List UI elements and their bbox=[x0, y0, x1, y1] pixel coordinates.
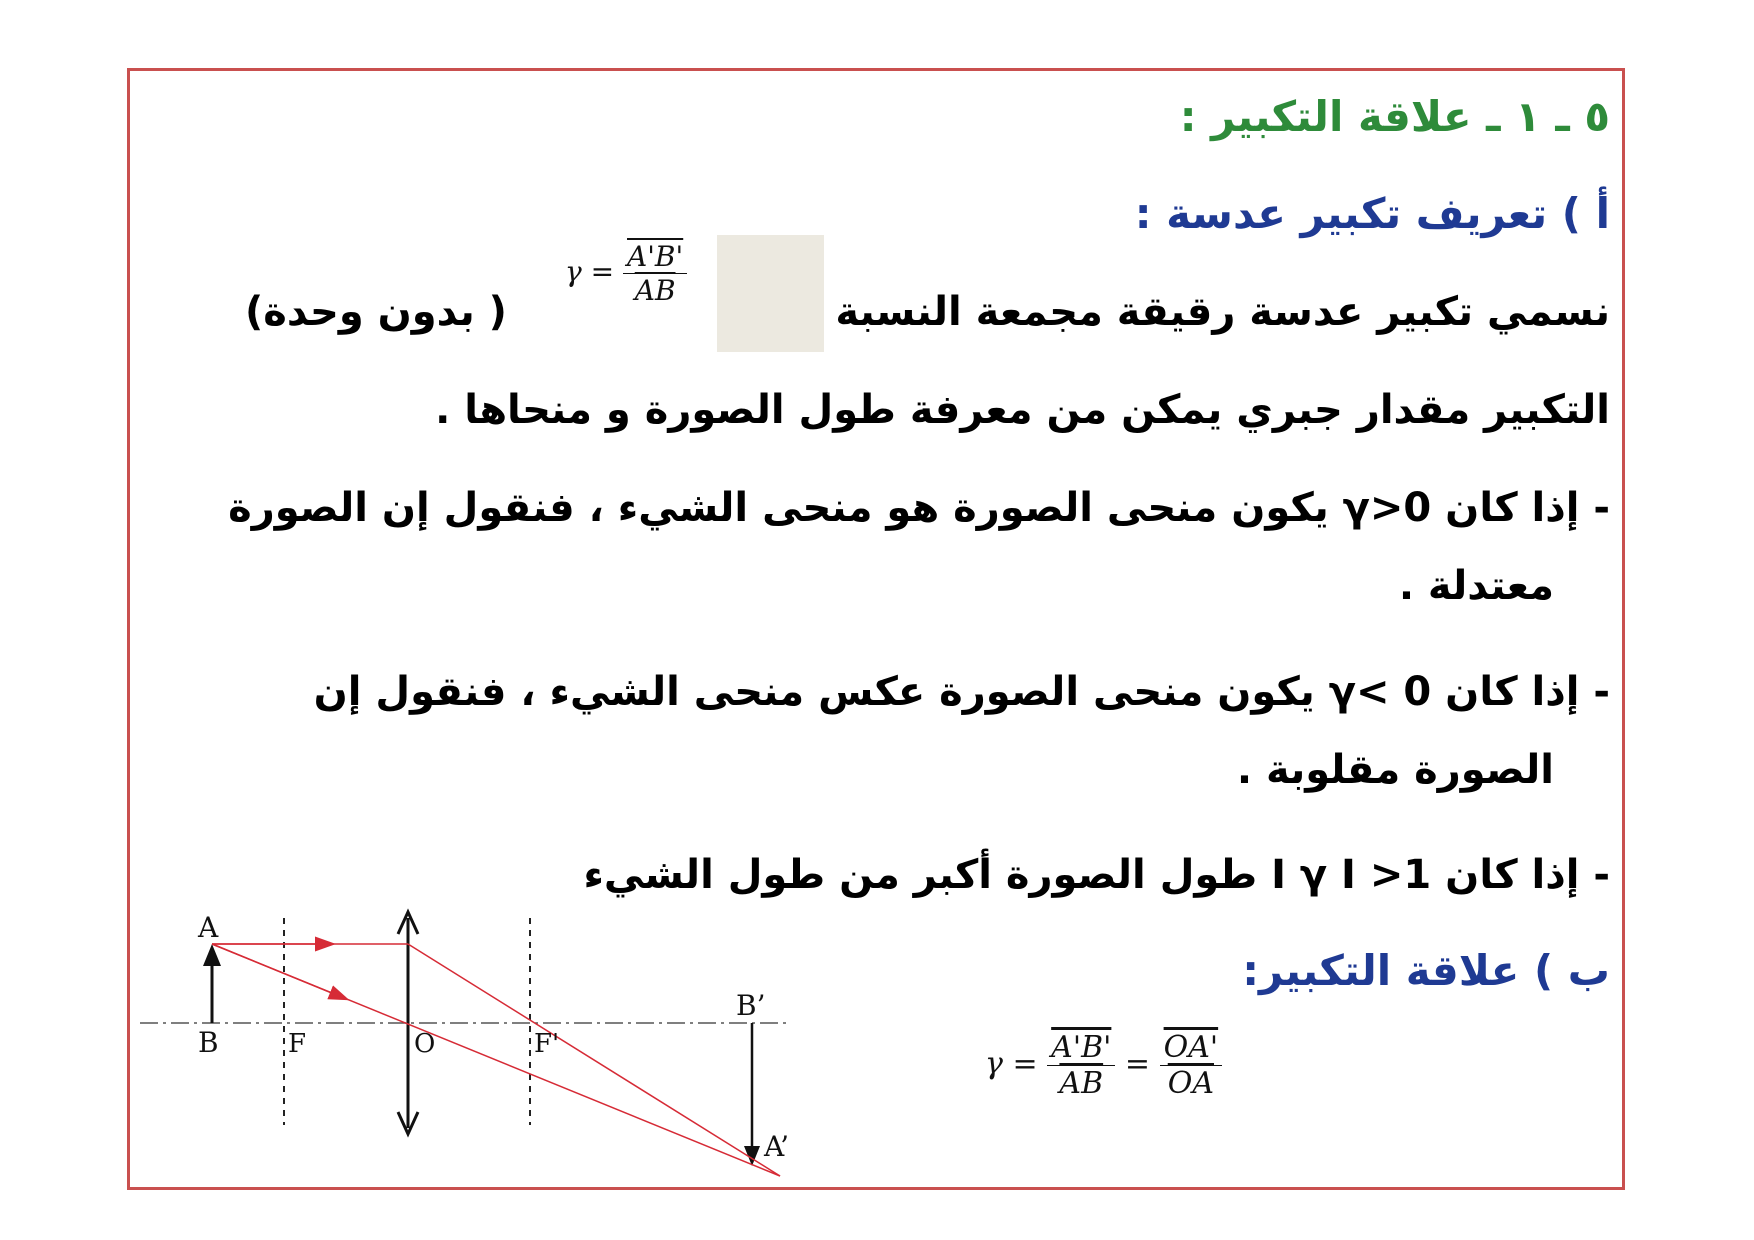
fraction-numerator-3: OA' bbox=[1160, 1030, 1223, 1066]
equals-sign: = bbox=[1124, 1046, 1151, 1082]
case-magnitude-line: - إذا كان 1< I γ I طول الصورة أكبر من طول الشيء bbox=[583, 852, 1610, 898]
label-F-prime: F' bbox=[534, 1029, 560, 1059]
case-negative-line2: الصورة مقلوبة . bbox=[1236, 747, 1554, 793]
gamma-symbol-2: γ = bbox=[985, 1046, 1038, 1082]
fraction-numerator-2: A'B' bbox=[1047, 1030, 1115, 1066]
fraction-denominator-2: AB bbox=[1059, 1066, 1104, 1101]
definition-line: نسمي تكبير عدسة رقيقة مجمعة النسبة bbox=[835, 289, 1610, 335]
case-positive-line2: معتدلة . bbox=[1398, 563, 1554, 609]
algebraic-note: التكبير مقدار جبري يمكن من معرفة طول الصورة و منحاها . bbox=[435, 387, 1610, 433]
fraction-numerator: A'B' bbox=[623, 240, 687, 274]
unit-note: ( بدون وحدة) bbox=[245, 289, 507, 335]
fraction-denominator-3: OA bbox=[1167, 1066, 1214, 1101]
section-title: ٥ ـ ١ ـ علاقة التكبير : bbox=[1179, 92, 1610, 141]
subtitle-relation: ب ) علاقة التكبير: bbox=[1242, 946, 1610, 995]
label-B: B bbox=[198, 1026, 219, 1059]
label-F: F bbox=[288, 1029, 307, 1059]
ray-refracted-focal bbox=[408, 944, 780, 1176]
label-A-prime: A’ bbox=[764, 1130, 790, 1163]
label-O: O bbox=[414, 1029, 436, 1059]
label-B-prime: B’ bbox=[736, 989, 766, 1022]
ray-center-arrow-icon bbox=[212, 944, 344, 998]
gamma-symbol: γ = bbox=[565, 255, 615, 288]
case-negative-line1: - إذا كان 0 >γ يكون منحى الصورة عكس منحى الشيء ، فنقول إن bbox=[313, 669, 1610, 715]
label-A: A bbox=[198, 911, 219, 944]
subtitle-definition: أ ) تعريف تكبير عدسة : bbox=[1134, 189, 1610, 238]
fraction-denominator: AB bbox=[634, 274, 676, 307]
case-positive-line1: - إذا كان γ>0 يكون منحى الصورة هو منحى الشيء ، فنقول إن الصورة bbox=[228, 485, 1610, 531]
